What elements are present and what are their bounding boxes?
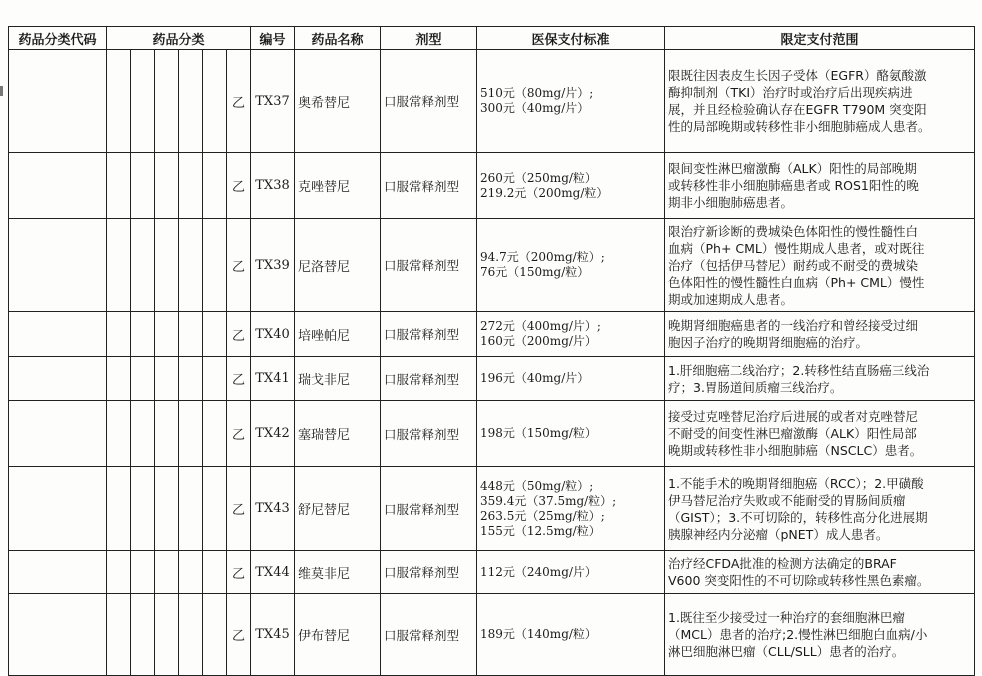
- header-payment-scope: 限定支付范围: [665, 27, 975, 50]
- code-cell: TX42: [251, 401, 295, 467]
- drug-name-cell: 伊布替尼: [295, 594, 381, 676]
- category-sub-cell: [155, 312, 179, 357]
- category-sub-cell: [179, 219, 203, 312]
- category-sub-cell: [203, 219, 227, 312]
- table-row: [9, 594, 975, 676]
- table-body: [9, 50, 975, 676]
- scope-line: 色体阳性的慢性髓性白血病（Ph+ CML）慢性: [668, 274, 925, 290]
- scope-line: 性的局部晚期或转移性非小细胞肺癌成人患者。: [668, 119, 931, 134]
- scope-line: 血病（Ph+ CML）慢性期成人患者，或对既往: [668, 240, 925, 256]
- grade-cell: 乙: [227, 50, 251, 153]
- code-cell: TX43: [251, 467, 295, 551]
- code-cell: TX38: [251, 153, 295, 219]
- category-sub-cell: [131, 357, 155, 401]
- scope-line: 治疗（包括伊马替尼）耐药或不耐受的费城染: [668, 257, 919, 273]
- table-row: [9, 357, 975, 401]
- payment-standard-cell: [477, 551, 665, 594]
- grade-cell: 乙: [227, 594, 251, 676]
- category-sub-cell: [131, 312, 155, 357]
- drug-name-cell: 舒尼替尼: [295, 467, 381, 551]
- scope-line: 伊马替尼治疗失败或不能耐受的胃肠间质瘤: [668, 492, 906, 508]
- price-line: 510元（80mg/片）;: [480, 86, 594, 100]
- grade-cell: 乙: [227, 551, 251, 594]
- grade-cell: 乙: [227, 312, 251, 357]
- scope-line: 限治疗新诊断的费城染色体阳性的慢性髓性白: [668, 223, 919, 239]
- category-sub-cell: [179, 357, 203, 401]
- category-sub-cell: [203, 401, 227, 467]
- payment-standard-cell: [477, 357, 665, 401]
- scope-line: 或转移性非小细胞肺癌患者或 ROS1阳性的晚: [668, 178, 919, 193]
- scope-line: 展，并且经检验确认存在EGFR T790M 突变阳: [668, 102, 927, 117]
- header-number: 编号: [251, 27, 295, 50]
- category-sub-cell: [131, 50, 155, 153]
- category-sub-cell: [155, 153, 179, 219]
- dosage-form-cell: 口服常释剂型: [381, 312, 477, 357]
- category-code-cell: [9, 153, 107, 219]
- header-category-code: 药品分类代码: [9, 27, 107, 50]
- category-sub-cell: [179, 50, 203, 153]
- drug-name-cell: 瑞戈非尼: [295, 357, 381, 401]
- code-cell: TX44: [251, 551, 295, 594]
- scope-line: 接受过克唑替尼治疗后进展的或者对克唑替尼: [668, 409, 919, 424]
- scope-line: 晚期肾细胞癌患者的一线治疗和曾经接受过细: [668, 318, 919, 333]
- category-sub-cell: [155, 357, 179, 401]
- category-sub-cell: [131, 467, 155, 551]
- scope-line: 淋巴细胞淋巴瘤（CLL/SLL）患者的治疗。: [668, 644, 905, 659]
- price-line: 94.7元（200mg/粒）;: [480, 250, 605, 264]
- category-sub-cell: [155, 594, 179, 676]
- category-sub-cell: [155, 467, 179, 551]
- category-sub-cell: [203, 551, 227, 594]
- price-line: 448元（50mg/粒）;: [480, 478, 594, 493]
- price-line: 359.4元（37.5mg/粒）;: [480, 493, 617, 508]
- table-row: [9, 153, 975, 219]
- scope-line: 酶抑制剂（TKI）治疗时或治疗后出现疾病进: [668, 85, 913, 100]
- category-code-cell: [9, 219, 107, 312]
- price-line: 160元（200mg/片）: [480, 334, 597, 348]
- scope-line: 胞因子治疗的晚期肾细胞癌的治疗。: [668, 335, 869, 350]
- payment-standard-cell: [477, 50, 665, 153]
- scope-line: 不耐受的间变性淋巴瘤激酶（ALK）阳性局部: [668, 426, 917, 441]
- table-row: [9, 50, 975, 153]
- category-sub-cell: [179, 467, 203, 551]
- scope-line: 限既往因表皮生长因子受体（EGFR）酪氨酸激: [668, 68, 927, 83]
- scope-line: 期或加速期成人患者。: [668, 291, 794, 307]
- category-sub-cell: [179, 594, 203, 676]
- category-sub-cell: [131, 219, 155, 312]
- scope-line: 晚期或转移性非小细胞肺癌（NSCLC）患者。: [668, 443, 923, 458]
- payment-standard-cell: [477, 594, 665, 676]
- payment-scope-cell: [665, 219, 975, 312]
- grade-cell: 乙: [227, 219, 251, 312]
- category-code-cell: [9, 312, 107, 357]
- dosage-form-cell: 口服常释剂型: [381, 594, 477, 676]
- category-code-cell: [9, 50, 107, 153]
- category-sub-cell: [203, 594, 227, 676]
- table-row: [9, 467, 975, 551]
- table-row: [9, 551, 975, 594]
- scope-line: 胰腺神经内分泌瘤（pNET）成人患者。: [668, 526, 889, 542]
- scope-line: 治疗经CFDA批准的检测方法确定的BRAF: [668, 556, 897, 571]
- dosage-form-cell: 口服常释剂型: [381, 50, 477, 153]
- price-line: 263.5元（25mg/粒）;: [480, 508, 605, 523]
- dosage-form-cell: 口服常释剂型: [381, 153, 477, 219]
- payment-standard-cell: [477, 467, 665, 551]
- payment-standard-cell: [477, 153, 665, 219]
- payment-scope-cell: [665, 153, 975, 219]
- drug-name-cell: 培唑帕尼: [295, 312, 381, 357]
- price-line: 272元（400mg/片）;: [480, 319, 601, 333]
- scope-line: V600 突变阳性的不可切除或转移性黑色素瘤。: [668, 573, 930, 588]
- price-line: 189元（140mg/粒）: [480, 627, 597, 641]
- category-sub-cell: [131, 594, 155, 676]
- payment-standard-cell: [477, 401, 665, 467]
- dosage-form-cell: 口服常释剂型: [381, 401, 477, 467]
- code-cell: TX41: [251, 357, 295, 401]
- category-sub-cell: [203, 467, 227, 551]
- price-line: 198元（150mg/粒）: [480, 426, 597, 440]
- payment-scope-cell: [665, 551, 975, 594]
- category-sub-cell: [107, 50, 131, 153]
- category-sub-cell: [155, 50, 179, 153]
- category-code-cell: [9, 467, 107, 551]
- drug-name-cell: 克唑替尼: [295, 153, 381, 219]
- payment-standard-cell: [477, 312, 665, 357]
- scope-line: （MCL）患者的治疗;2.慢性淋巴细胞白血病/小: [668, 627, 928, 642]
- code-cell: TX40: [251, 312, 295, 357]
- grade-cell: 乙: [227, 357, 251, 401]
- category-sub-cell: [203, 357, 227, 401]
- category-sub-cell: [203, 312, 227, 357]
- table-row: [9, 401, 975, 467]
- category-code-cell: [9, 594, 107, 676]
- category-sub-cell: [179, 153, 203, 219]
- dosage-form-cell: 口服常释剂型: [381, 467, 477, 551]
- payment-scope-cell: [665, 401, 975, 467]
- category-sub-cell: [203, 153, 227, 219]
- price-line: 260元（250mg/粒）: [480, 170, 597, 185]
- price-line: 155元（12.5mg/粒）: [480, 523, 601, 538]
- scope-line: 限间变性淋巴瘤激酶（ALK）阳性的局部晚期: [668, 161, 917, 176]
- code-cell: TX37: [251, 50, 295, 153]
- price-line: 300元（40mg/片）: [480, 101, 590, 115]
- drug-name-cell: 塞瑞替尼: [295, 401, 381, 467]
- category-sub-cell: [107, 357, 131, 401]
- dosage-form-cell: 口服常释剂型: [381, 551, 477, 594]
- price-line: 196元（40mg/片）: [480, 371, 590, 385]
- category-sub-cell: [131, 401, 155, 467]
- category-sub-cell: [107, 153, 131, 219]
- category-code-cell: [9, 551, 107, 594]
- category-sub-cell: [107, 401, 131, 467]
- category-sub-cell: [155, 219, 179, 312]
- category-code-cell: [9, 401, 107, 467]
- scope-line: 1.不能手术的晚期肾细胞癌（RCC）；2.甲磺酸: [668, 475, 924, 491]
- header-dosage-form: 剂型: [381, 27, 477, 50]
- category-sub-cell: [107, 551, 131, 594]
- table-row: [9, 219, 975, 312]
- price-line: 112元（240mg/片）: [480, 564, 597, 579]
- category-sub-cell: [131, 551, 155, 594]
- drug-name-cell: 维莫非尼: [295, 551, 381, 594]
- payment-scope-cell: [665, 594, 975, 676]
- scope-line: 期非小细胞肺癌患者。: [668, 195, 794, 210]
- category-sub-cell: [179, 401, 203, 467]
- scope-line: 1.肝细胞癌二线治疗；2.转移性结直肠癌三线治: [668, 362, 930, 378]
- header-drug-name: 药品名称: [295, 27, 381, 50]
- price-line: 219.2元（200mg/粒）: [480, 185, 609, 200]
- grade-cell: 乙: [227, 467, 251, 551]
- grade-cell: 乙: [227, 401, 251, 467]
- header-payment-standard: 医保支付标准: [477, 27, 665, 50]
- category-sub-cell: [131, 153, 155, 219]
- payment-scope-cell: [665, 50, 975, 153]
- drug-name-cell: 尼洛替尼: [295, 219, 381, 312]
- category-sub-cell: [203, 50, 227, 153]
- grade-cell: 乙: [227, 153, 251, 219]
- payment-scope-cell: [665, 467, 975, 551]
- category-sub-cell: [107, 219, 131, 312]
- payment-standard-cell: [477, 219, 665, 312]
- scope-line: （GIST）；3.不可切除的，转移性高分化进展期: [668, 509, 928, 525]
- code-cell: TX39: [251, 219, 295, 312]
- drug-name-cell: 奥希替尼: [295, 50, 381, 153]
- scope-line: 1.既往至少接受过一种治疗的套细胞淋巴瘤: [668, 610, 905, 625]
- category-sub-cell: [179, 312, 203, 357]
- header-row: [9, 27, 975, 50]
- scan-edge-mark: [0, 86, 3, 96]
- category-sub-cell: [107, 594, 131, 676]
- category-sub-cell: [107, 467, 131, 551]
- header-category: 药品分类: [107, 27, 251, 50]
- category-sub-cell: [179, 551, 203, 594]
- category-sub-cell: [155, 401, 179, 467]
- scope-line: 疗；3.胃肠道间质瘤三线治疗。: [668, 379, 843, 395]
- payment-scope-cell: [665, 357, 975, 401]
- code-cell: TX45: [251, 594, 295, 676]
- category-code-cell: [9, 357, 107, 401]
- dosage-form-cell: 口服常释剂型: [381, 219, 477, 312]
- dosage-form-cell: 口服常释剂型: [381, 357, 477, 401]
- payment-scope-cell: [665, 312, 975, 357]
- price-line: 76元（150mg/粒）: [480, 265, 590, 279]
- drug-table: [8, 26, 975, 676]
- category-sub-cell: [107, 312, 131, 357]
- category-sub-cell: [155, 551, 179, 594]
- table-row: [9, 312, 975, 357]
